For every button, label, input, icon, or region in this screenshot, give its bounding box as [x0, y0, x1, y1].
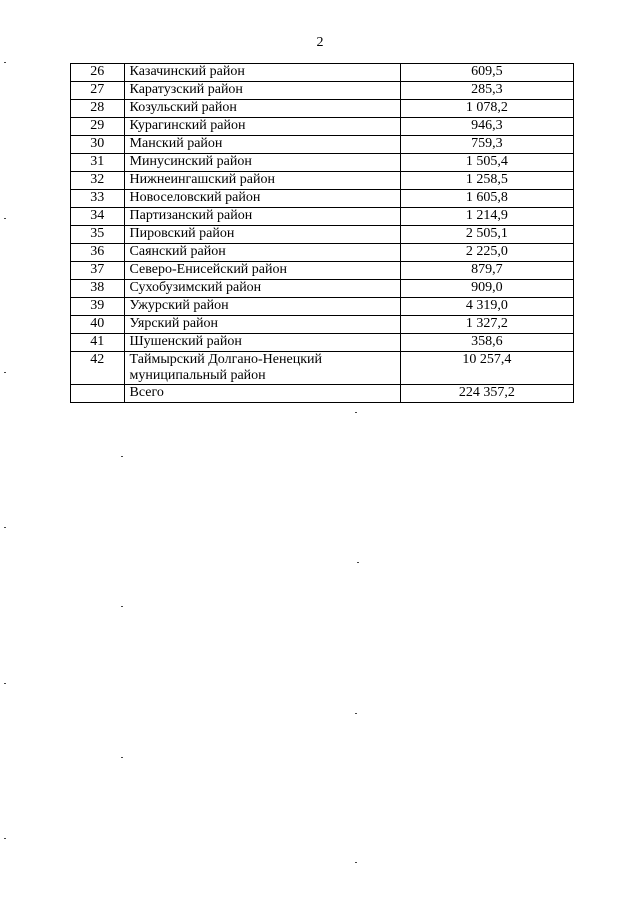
table-row	[71, 136, 574, 154]
district-name-cell: Козульский район	[124, 100, 400, 118]
table-row	[71, 280, 574, 298]
district-name-cell: Уярский район	[124, 316, 400, 334]
scan-speck	[4, 62, 6, 63]
amount-cell: 909,0	[400, 280, 573, 298]
amount-cell: 609,5	[400, 64, 573, 82]
scan-speck	[4, 683, 6, 684]
amount-cell: 10 257,4	[400, 352, 573, 385]
row-number-cell: 38	[71, 280, 125, 298]
total-value-cell: 224 357,2	[400, 385, 573, 403]
table-row	[71, 82, 574, 100]
district-name-cell: Минусинский район	[124, 154, 400, 172]
row-number-cell: 26	[71, 64, 125, 82]
amount-cell: 879,7	[400, 262, 573, 280]
amount-cell: 4 319,0	[400, 298, 573, 316]
row-number-cell: 37	[71, 262, 125, 280]
district-name-cell: Нижнеингашский район	[124, 172, 400, 190]
total-row	[71, 385, 574, 403]
district-name-cell: Шушенский район	[124, 334, 400, 352]
row-number-cell: 35	[71, 226, 125, 244]
row-number-cell: 34	[71, 208, 125, 226]
row-number-cell: 27	[71, 82, 125, 100]
amount-cell: 1 214,9	[400, 208, 573, 226]
district-name-cell: Северо-Енисейский район	[124, 262, 400, 280]
scan-speck	[4, 838, 6, 839]
table-row	[71, 118, 574, 136]
district-name-cell: Курагинский район	[124, 118, 400, 136]
district-name-cell: Новоселовский район	[124, 190, 400, 208]
district-name-cell: Ужурский район	[124, 298, 400, 316]
amount-cell: 759,3	[400, 136, 573, 154]
row-number-cell: 33	[71, 190, 125, 208]
amount-cell: 358,6	[400, 334, 573, 352]
row-number-cell: 28	[71, 100, 125, 118]
scan-speck	[355, 862, 357, 863]
table-row	[71, 64, 574, 82]
scan-speck	[357, 562, 359, 563]
scan-speck	[121, 456, 123, 457]
row-number-cell: 36	[71, 244, 125, 262]
scan-speck	[4, 527, 6, 528]
row-number-cell: 31	[71, 154, 125, 172]
total-num-cell	[71, 385, 125, 403]
amount-cell: 1 327,2	[400, 316, 573, 334]
district-name-cell: Пировский район	[124, 226, 400, 244]
amount-cell: 946,3	[400, 118, 573, 136]
scan-speck	[355, 713, 357, 714]
scan-speck	[355, 412, 357, 413]
amount-cell: 2 225,0	[400, 244, 573, 262]
allocation-table	[70, 63, 574, 403]
amount-cell: 1 078,2	[400, 100, 573, 118]
table-row	[71, 244, 574, 262]
table-row	[71, 154, 574, 172]
district-name-cell: Сухобузимский район	[124, 280, 400, 298]
scan-speck	[4, 218, 6, 219]
row-number-cell: 29	[71, 118, 125, 136]
page-number: 2	[316, 35, 324, 50]
table-row	[71, 226, 574, 244]
district-name-cell: Казачинский район	[124, 64, 400, 82]
amount-cell: 285,3	[400, 82, 573, 100]
district-name-cell: Партизанский район	[124, 208, 400, 226]
amount-cell: 2 505,1	[400, 226, 573, 244]
table-body	[71, 64, 574, 403]
table-row	[71, 352, 574, 385]
scan-speck	[121, 606, 123, 607]
district-name-cell: Саянский район	[124, 244, 400, 262]
district-name-cell: Каратузский район	[124, 82, 400, 100]
table-row	[71, 100, 574, 118]
table-row	[71, 334, 574, 352]
row-number-cell: 39	[71, 298, 125, 316]
table-row	[71, 190, 574, 208]
row-number-cell: 41	[71, 334, 125, 352]
table-row	[71, 262, 574, 280]
row-number-cell: 30	[71, 136, 125, 154]
district-name-cell: Таймырский Долгано-Ненецкий муниципальный район	[124, 352, 400, 385]
table-row	[71, 316, 574, 334]
scan-speck	[4, 372, 6, 373]
row-number-cell: 40	[71, 316, 125, 334]
row-number-cell: 42	[71, 352, 125, 385]
amount-cell: 1 258,5	[400, 172, 573, 190]
table-row	[71, 172, 574, 190]
scan-speck	[121, 757, 123, 758]
table-row	[71, 208, 574, 226]
amount-cell: 1 505,4	[400, 154, 573, 172]
row-number-cell: 32	[71, 172, 125, 190]
amount-cell: 1 605,8	[400, 190, 573, 208]
district-name-cell: Манский район	[124, 136, 400, 154]
table-row	[71, 298, 574, 316]
total-label-cell: Всего	[124, 385, 400, 403]
